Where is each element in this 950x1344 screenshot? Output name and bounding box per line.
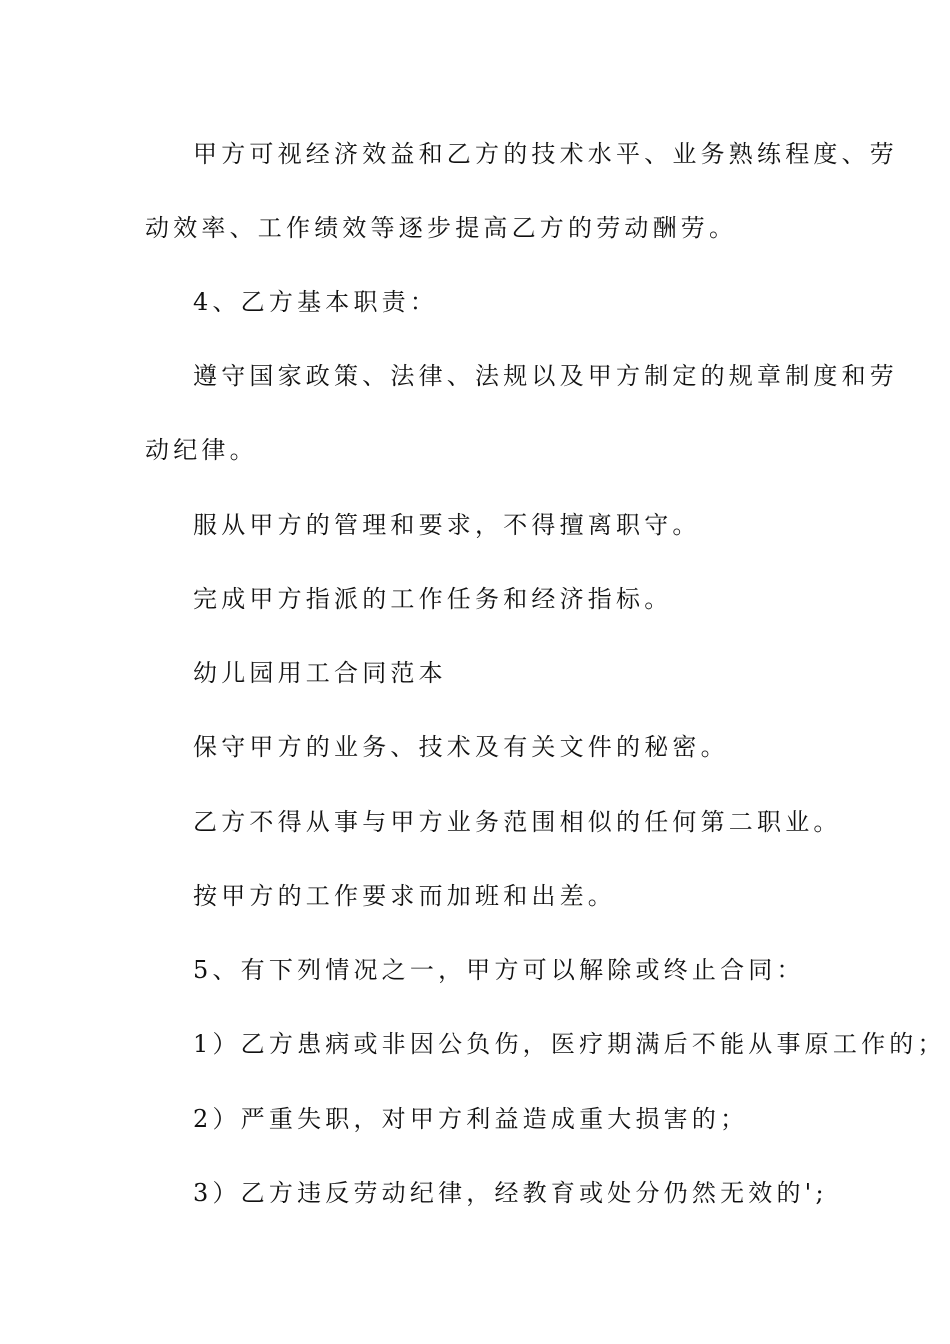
list-item: 3）乙方违反劳动纪律，经教育或处分仍然无效的'; [193, 1179, 828, 1207]
section-heading: 4、乙方基本职责： [193, 288, 439, 316]
paragraph-line: 动效率、工作绩效等逐步提高乙方的劳动酬劳。 [145, 214, 738, 242]
paragraph-line: 乙方不得从事与甲方业务范围相似的任何第二职业。 [193, 808, 842, 836]
paragraph-line: 服从甲方的管理和要求，不得擅离职守。 [193, 511, 701, 539]
paragraph-line: 动纪律。 [145, 436, 258, 464]
list-item: 1）乙方患病或非因公负伤，医疗期满后不能从事原工作的； [193, 1030, 946, 1058]
paragraph-line: 完成甲方指派的工作任务和经济指标。 [193, 585, 673, 613]
paragraph-line: 遵守国家政策、法律、法规以及甲方制定的规章制度和劳 [193, 362, 898, 390]
paragraph-line: 幼儿园用工合同范本 [193, 659, 447, 687]
section-heading: 5、有下列情况之一，甲方可以解除或终止合同： [193, 956, 805, 984]
paragraph-line: 甲方可视经济效益和乙方的技术水平、业务熟练程度、劳 [193, 140, 898, 168]
paragraph-line: 保守甲方的业务、技术及有关文件的秘密。 [193, 733, 729, 761]
paragraph-line: 按甲方的工作要求而加班和出差。 [193, 882, 616, 910]
list-item: 2）严重失职，对甲方利益造成重大损害的； [193, 1105, 749, 1133]
